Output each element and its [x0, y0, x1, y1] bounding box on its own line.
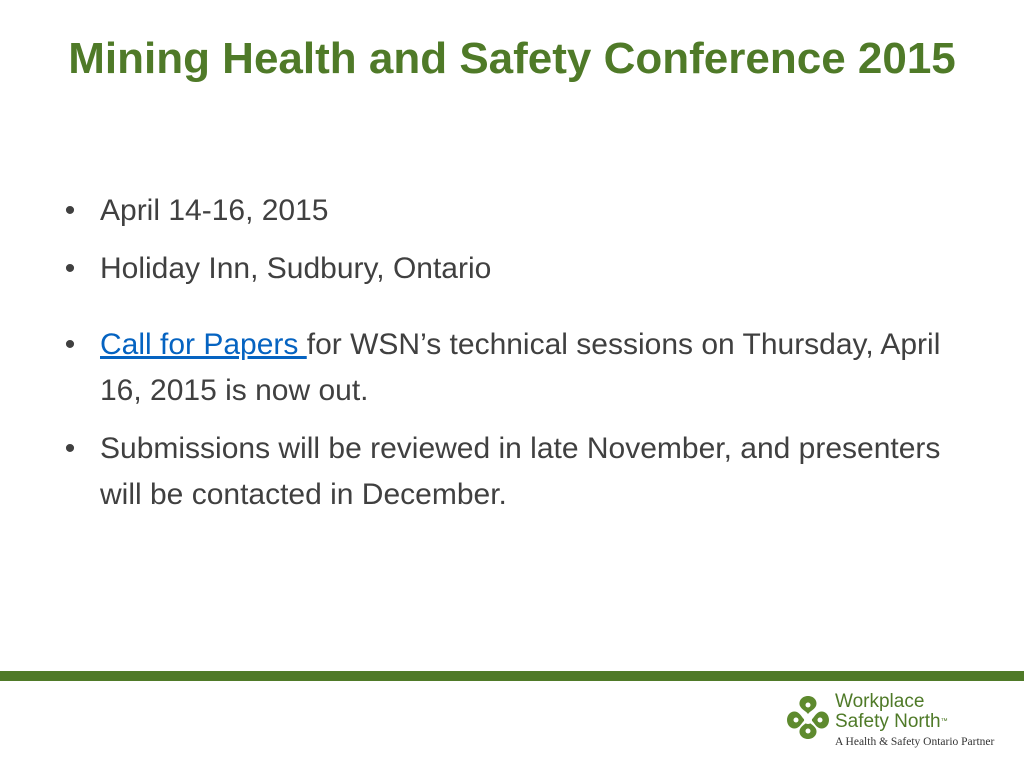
list-item	[60, 188, 960, 234]
bullet-text	[100, 328, 940, 407]
call-for-papers-link[interactable]: Call for Papers	[100, 328, 307, 361]
bullet-text: Submissions will be reviewed in late November, and presenters will be contacted in December.	[100, 432, 941, 511]
bullet-list	[60, 188, 960, 518]
list-item	[60, 322, 960, 414]
logo-wordmark-line1: Workplace	[835, 691, 925, 712]
bullet-icon: •	[64, 194, 76, 227]
bullet-text-rest: for WSN’s technical sessions on Thursday, April 16, 2015 is now out.	[100, 328, 941, 407]
slide-title: Mining Health and Safety Conference 2015	[68, 34, 956, 83]
bullet-icon: •	[64, 432, 76, 465]
workplace-safety-north-logo-icon	[783, 692, 833, 742]
workplace-safety-north-logo	[783, 690, 1013, 760]
logo-wordmark-line2-text: Safety North	[835, 711, 941, 732]
bullet-text: Holiday Inn, Sudbury, Ontario	[100, 252, 492, 285]
bullet-icon: •	[64, 328, 76, 361]
bullet-icon: •	[64, 252, 76, 285]
logo-wordmark-line2	[835, 712, 948, 732]
list-item	[60, 426, 960, 518]
logo-tagline: A Health & Safety Ontario Partner	[835, 736, 995, 748]
trademark-symbol: ™	[940, 718, 948, 725]
list-item	[60, 246, 960, 292]
bullet-text: April 14-16, 2015	[100, 194, 329, 227]
footer-divider	[0, 671, 1024, 681]
